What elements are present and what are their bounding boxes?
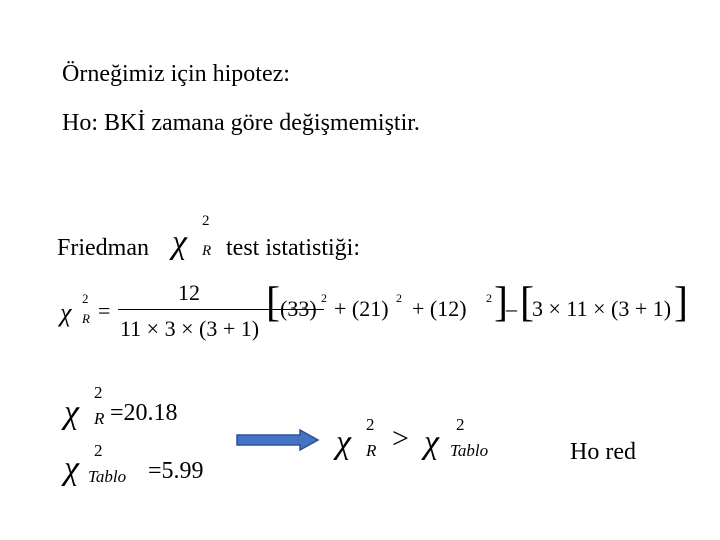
hypothesis-h0: Ho: BKİ zamana göre değişmemiştir. <box>62 110 420 136</box>
term-12-exp: 2 <box>486 291 492 305</box>
lhs-sub: R <box>82 311 90 326</box>
chi-sup: 2 <box>94 383 103 402</box>
friedman-label: Friedman <box>57 235 149 261</box>
chi-tablo-result <box>64 440 244 490</box>
right-chi: χ <box>424 424 439 461</box>
hypothesis-title: Örneğimiz için hipotez: <box>62 61 290 87</box>
chi-tablo-value: =5.99 <box>148 458 204 484</box>
friedman-chi-square-symbol <box>172 212 232 262</box>
right-sup: 2 <box>456 415 465 434</box>
conclusion-text: Ho red <box>570 439 636 465</box>
chi-comparison <box>336 416 516 466</box>
chi-sub: R <box>94 409 105 428</box>
chi-glyph: χ <box>64 394 79 431</box>
bracket-close-2: ] <box>674 280 688 326</box>
friedman-label-after: test istatistiği: <box>226 235 361 261</box>
arrow-shape <box>237 430 318 450</box>
bracket-open-2: [ <box>520 280 534 326</box>
right-sub: Tablo <box>450 441 489 460</box>
term-12: + (12) <box>412 296 467 321</box>
lhs-chi: χ <box>60 298 72 327</box>
chi-r-value: =20.18 <box>110 400 178 426</box>
chi-sub: Tablo <box>88 467 127 486</box>
term-33: (33) <box>280 296 317 321</box>
chi-r-result <box>64 382 224 431</box>
term-33-exp: 2 <box>321 291 327 305</box>
right-arrow-icon <box>236 428 320 452</box>
chi-glyph: χ <box>172 224 187 261</box>
bracket-open-1: [ <box>266 280 280 326</box>
term-product: 3 × 11 × (3 + 1) <box>532 296 672 321</box>
equals-sign: = <box>98 298 111 323</box>
minus-sign: – <box>506 296 517 321</box>
chi-sub: R <box>202 243 212 259</box>
left-sub: R <box>366 441 377 460</box>
chi-sup: 2 <box>94 441 103 460</box>
chi-sup: 2 <box>202 213 210 229</box>
left-chi: χ <box>336 424 351 461</box>
fraction-numerator: 12 <box>178 280 200 305</box>
lhs-sup: 2 <box>82 291 89 306</box>
friedman-formula <box>60 280 700 348</box>
left-sup: 2 <box>366 415 375 434</box>
term-21: + (21) <box>334 296 389 321</box>
fraction-denominator: 11 × 3 × (3 + 1) <box>120 316 260 341</box>
chi-glyph: χ <box>64 450 79 487</box>
term-21-exp: 2 <box>396 291 402 305</box>
bracket-close-1: ] <box>494 280 508 326</box>
greater-than: > <box>392 422 409 455</box>
